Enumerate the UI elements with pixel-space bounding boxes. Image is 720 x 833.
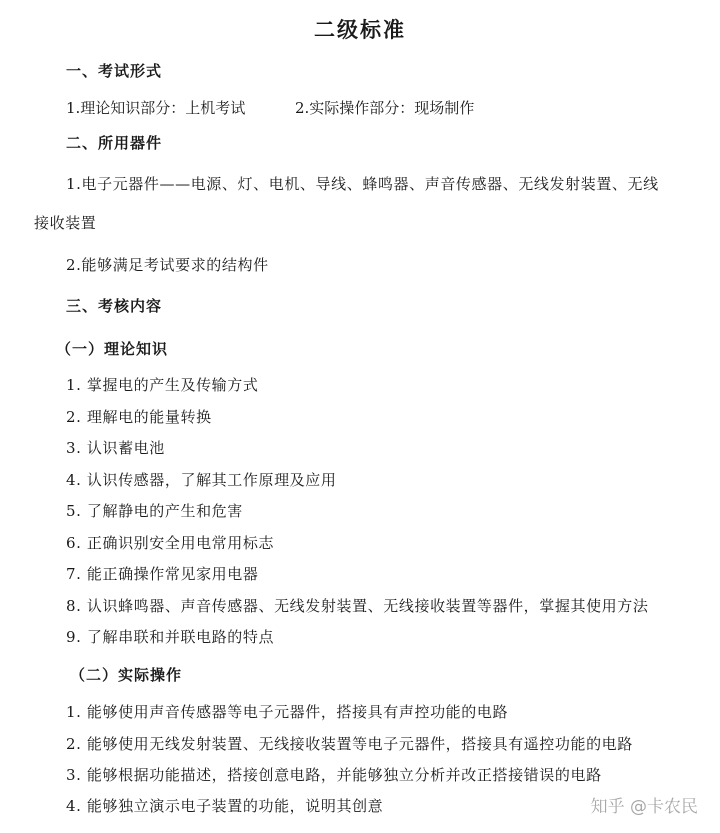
page-title: 二级标准	[314, 17, 406, 42]
theory-item: 6. 正确识别安全用电常用标志	[66, 534, 275, 552]
theory-item: 8. 认识蜂鸣器、声音传感器、无线发射装置、无线接收装置等器件，掌握其使用方法	[66, 597, 649, 615]
devices-item-2: 2.能够满足考试要求的结构件	[66, 256, 269, 274]
exam-form-practice: 2.实际操作部分：现场制作	[295, 99, 475, 117]
practice-item: 1. 能够使用声音传感器等电子元器件，搭接具有声控功能的电路	[66, 703, 509, 721]
theory-item: 4. 认识传感器，了解其工作原理及应用	[66, 471, 337, 489]
subsection-heading-theory: （一）理论知识	[56, 340, 169, 358]
subsection-heading-practice: （二）实际操作	[70, 666, 183, 684]
theory-item: 7. 能正确操作常见家用电器	[66, 565, 259, 583]
section-heading-devices: 二、所用器件	[66, 134, 163, 152]
practice-item: 4. 能够独立演示电子装置的功能，说明其创意	[66, 797, 384, 815]
section-heading-exam-form: 一、考试形式	[66, 62, 163, 80]
practice-item: 2. 能够使用无线发射装置、无线接收装置等电子元器件，搭接具有遥控功能的电路	[66, 735, 633, 753]
exam-form-row	[66, 97, 475, 118]
theory-item: 1. 掌握电的产生及传输方式	[66, 376, 259, 394]
devices-item-1-line-1: 1.电子元器件——电源、灯、电机、导线、蜂鸣器、声音传感器、无线发射装置、无线	[66, 175, 659, 193]
theory-item: 2. 理解电的能量转换	[66, 408, 212, 426]
practice-item: 3. 能够根据功能描述，搭接创意电路，并能够独立分析并改正搭接错误的电路	[66, 766, 602, 784]
theory-item: 5. 了解静电的产生和危害	[66, 502, 243, 520]
theory-item: 9. 了解串联和并联电路的特点	[66, 628, 275, 646]
devices-item-1-line-2: 接收装置	[34, 214, 97, 232]
exam-form-theory: 1.理论知识部分：上机考试	[66, 99, 246, 117]
watermark: 知乎 @卡农民	[590, 797, 698, 817]
section-heading-assessment: 三、考核内容	[66, 297, 163, 315]
theory-item: 3. 认识蓄电池	[66, 439, 165, 457]
